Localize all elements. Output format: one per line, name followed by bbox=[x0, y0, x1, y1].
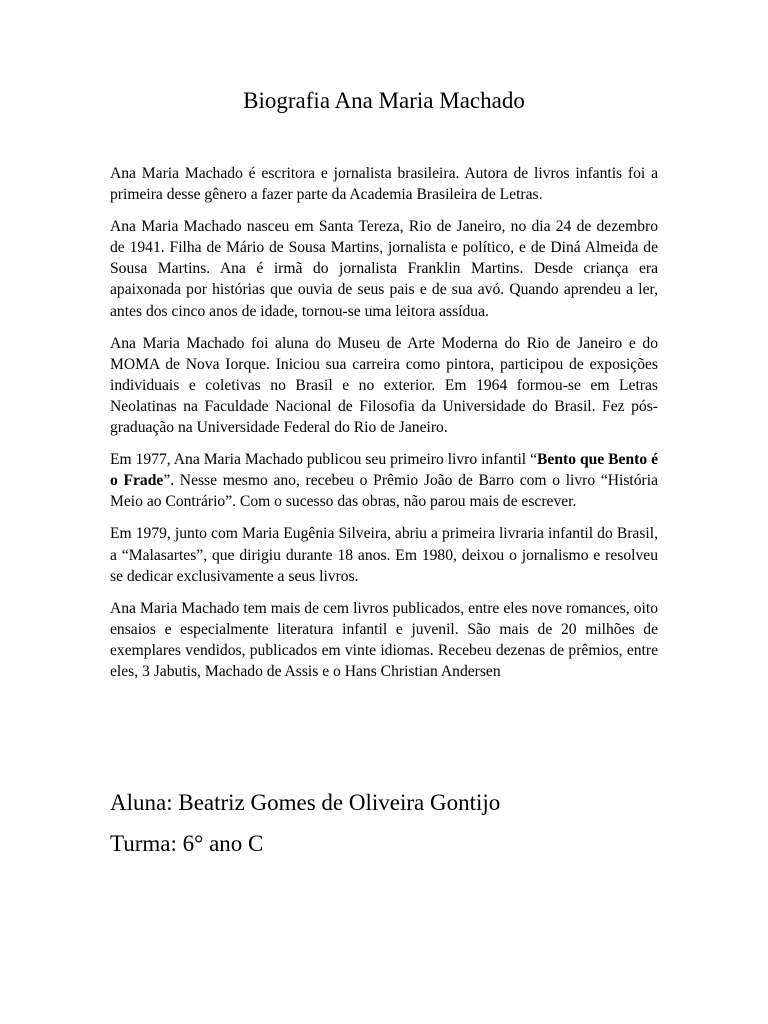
student-name: Aluna: Beatriz Gomes de Oliveira Gontijo bbox=[110, 790, 501, 815]
paragraph-birth: Ana Maria Machado nasceu em Santa Tereza, Rio de Janeiro, no dia 24 de dezembro de 1941. Filha de Mário de Sousa Martins, jornalista e político, e de Diná Almeida de Sousa Martins. Ana é irmã do jornalista Franklin Martins. Desde criança era apaixonada por histórias que ouvia de seus pais e de sua avó. Quando aprendeu a ler, antes dos cinco anos de idade, tornou-se uma leitora assídua. bbox=[110, 218, 658, 320]
document-title: Biografia Ana Maria Machado bbox=[243, 88, 525, 113]
student-class: Turma: 6° ano C bbox=[110, 831, 264, 856]
document-body bbox=[110, 163, 658, 693]
paragraph-first-book-before: Em 1977, Ana Maria Machado publicou seu primeiro livro infantil “ bbox=[110, 451, 538, 469]
paragraph-education: Ana Maria Machado foi aluna do Museu de Arte Moderna do Rio de Janeiro e do MOMA de Nova Iorque. Iniciou sua carreira como pintora, participou de exposições individuais e coletivas no Brasil e no exterior. Em 1964 formou-se em Letras Neolatinas na Faculdade Nacional de Filosofia da Universidade do Brasil. Fez pós-graduação na Universidade Federal do Rio de Janeiro. bbox=[110, 334, 658, 437]
paragraph-first-book-after: ”. Nesse mesmo ano, recebeu o Prêmio João de Barro com o livro “História Meio ao Contrário”. Com o sucesso das obras, não parou mais de escrever. bbox=[110, 472, 658, 511]
paragraph-achievements: Ana Maria Machado tem mais de cem livros publicados, entre eles nove romances, oito ensaios e especialmente literatura infantil e juvenil. São mais de 20 milhões de exemplares vendidos, publicados em vinte idiomas. Recebeu dezenas de prêmios, entre eles, 3 Jabutis, Machado de Assis e o Hans Christian Andersen bbox=[110, 599, 658, 680]
paragraph-intro: Ana Maria Machado é escritora e jornalista brasileira. Autora de livros infantis foi a primeira desse gênero a fazer parte da Academia Brasileira de Letras. bbox=[110, 165, 658, 204]
book-title-bold: Bento que Bento é o Frade bbox=[110, 451, 659, 490]
paragraph-first-book bbox=[110, 449, 658, 512]
paragraph-bookstore: Em 1979, junto com Maria Eugênia Silveira, abriu a primeira livraria infantil do Brasil, a “Malasartes”, que dirigiu durante 18 anos. Em 1980, deixou o jornalismo e resolveu se dedicar exclusivamente a seus livros. bbox=[110, 525, 658, 585]
